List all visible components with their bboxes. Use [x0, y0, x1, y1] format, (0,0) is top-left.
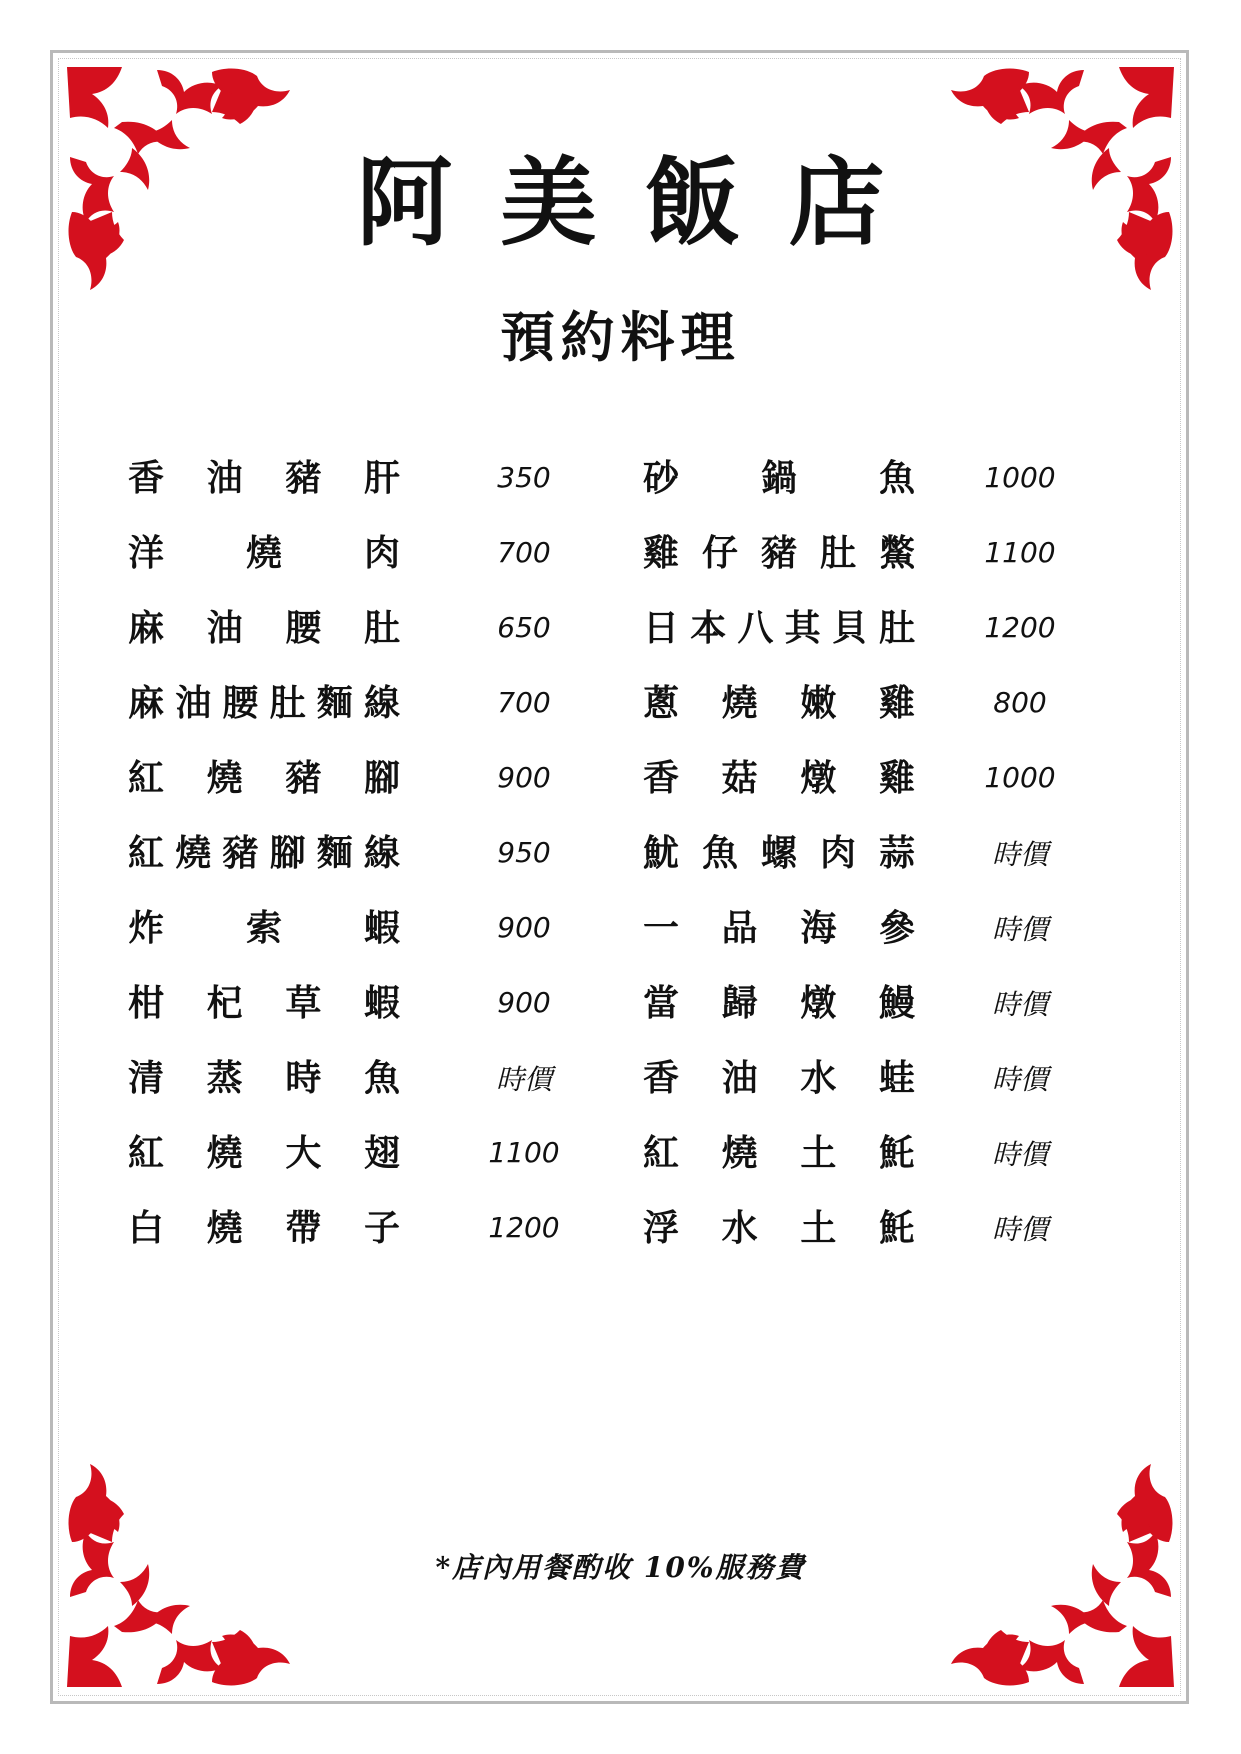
menu-column-left: [128, 440, 648, 1265]
menu-item-name: 砂鍋魚: [643, 456, 915, 499]
menu-item-name: 香油豬肝: [128, 456, 400, 499]
menu-item: [643, 740, 1125, 815]
menu-item-name: 紅燒大翅: [128, 1131, 400, 1174]
menu-item-name: 當歸燉鰻: [643, 981, 915, 1024]
menu-item-price: 1200: [984, 611, 1056, 644]
menu-item: [643, 1115, 1125, 1190]
menu-item: [128, 740, 648, 815]
menu-item-name: 洋燒肉: [128, 531, 400, 574]
menu-item-price: 800: [993, 686, 1047, 719]
menu-item-name: 柑杞草蝦: [128, 981, 400, 1024]
menu-item: [643, 890, 1125, 965]
menu-item-name: 浮水土魠: [643, 1206, 915, 1249]
menu-item-name: 日本八其貝肚: [643, 606, 915, 649]
menu-item-name: 魷魚螺肉蒜: [643, 831, 915, 874]
menu-item-price: 時價: [991, 912, 1048, 946]
menu-item-price: 時價: [991, 837, 1048, 871]
menu-item-name: 白燒帶子: [128, 1206, 400, 1249]
menu-item-price: 時價: [991, 1137, 1048, 1171]
menu-item-price: 1000: [984, 761, 1056, 794]
menu-item-name: 蔥燒嫩雞: [643, 681, 915, 724]
menu-item: [128, 440, 648, 515]
menu-item: [128, 1040, 648, 1115]
menu-item: [643, 1190, 1125, 1265]
menu-item-price: 900: [497, 761, 551, 794]
menu-item: [643, 440, 1125, 515]
menu-item-name: 香油水蛙: [643, 1056, 915, 1099]
menu-item-price: 時價: [991, 987, 1048, 1021]
menu-item-name: 紅燒豬腳: [128, 756, 400, 799]
menu-item: [643, 665, 1125, 740]
menu-item: [128, 590, 648, 665]
menu-item-name: 麻油腰肚: [128, 606, 400, 649]
menu-column-right: [643, 440, 1125, 1265]
menu-item-price: 950: [497, 836, 551, 869]
menu-item-name: 炸索蝦: [128, 906, 400, 949]
menu-item-price: 時價: [495, 1062, 552, 1096]
menu-item-price: 1100: [488, 1136, 560, 1169]
menu-item: [128, 815, 648, 890]
menu-item-name: 紅燒豬腳麵線: [128, 831, 400, 874]
menu-item-name: 清蒸時魚: [128, 1056, 400, 1099]
menu-item: [643, 815, 1125, 890]
menu-item-name: 一品海參: [643, 906, 915, 949]
menu-item-price: 時價: [991, 1062, 1048, 1096]
menu-item-name: 雞仔豬肚鱉: [643, 531, 915, 574]
menu-item-name: 香菇燉雞: [643, 756, 915, 799]
service-charge-note: *店內用餐酌收 10%服務費: [435, 1551, 806, 1584]
menu-item: [643, 965, 1125, 1040]
menu-item: [643, 590, 1125, 665]
menu-item-price: 1000: [984, 461, 1056, 494]
menu-item-price: 900: [497, 911, 551, 944]
page-subtitle: 預約料理: [500, 305, 741, 369]
menu-item-price: 350: [497, 461, 551, 494]
menu-item-name: 麻油腰肚麵線: [128, 681, 400, 724]
menu-item-price: 650: [497, 611, 551, 644]
menu-item: [128, 965, 648, 1040]
menu-item: [128, 1190, 648, 1265]
menu-item: [128, 890, 648, 965]
menu-item-price: 1200: [488, 1211, 560, 1244]
menu-item-price: 700: [497, 686, 551, 719]
menu-item-price: 900: [497, 986, 551, 1019]
menu-item: [128, 665, 648, 740]
menu-item-price: 700: [497, 536, 551, 569]
menu-item-price: 1100: [984, 536, 1056, 569]
menu-item: [643, 515, 1125, 590]
menu-item: [128, 1115, 648, 1190]
restaurant-name: 阿美飯店: [356, 146, 933, 259]
menu-item: [128, 515, 648, 590]
menu-item-price: 時價: [991, 1212, 1048, 1246]
menu-item: [643, 1040, 1125, 1115]
menu-item-name: 紅燒土魠: [643, 1131, 915, 1174]
